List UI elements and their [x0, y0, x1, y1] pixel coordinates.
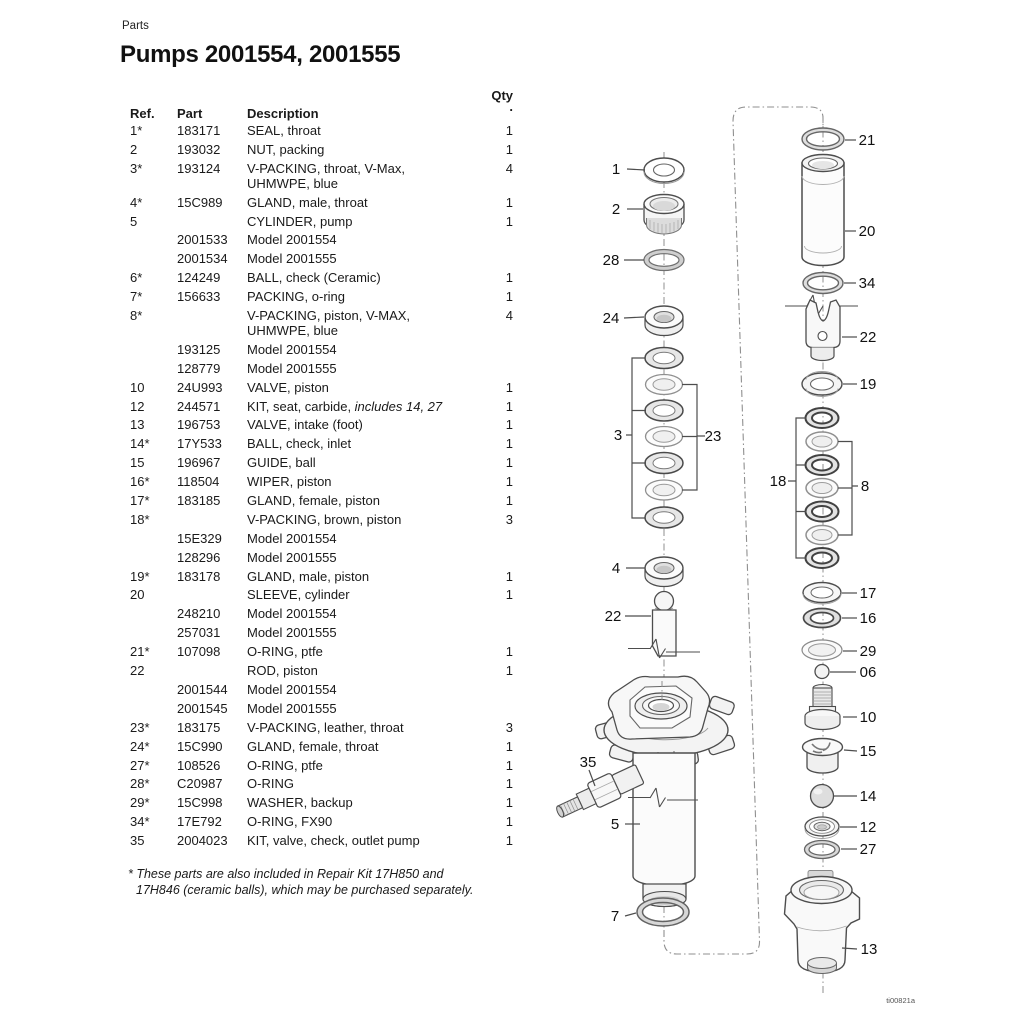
cell-part [177, 663, 247, 678]
cell-qty: 1 [505, 417, 513, 433]
table-row [122, 814, 513, 829]
cell-part: 196753 [177, 417, 221, 433]
cell-ref: 7* [130, 289, 143, 305]
cell-part: 244571 [177, 398, 221, 414]
part-24-throat-gland [645, 306, 683, 336]
header-qty [448, 90, 513, 112]
cell-part: 108526 [177, 757, 221, 773]
cell-part [177, 512, 247, 527]
cell-qty: 1 [505, 436, 513, 452]
cell-qty: 1 [505, 738, 513, 754]
cell-qty: 1 [505, 123, 513, 138]
table-row [122, 436, 513, 451]
cell-qty [482, 682, 513, 697]
cell-ref: 3* [130, 160, 143, 176]
cell-part: 2001544 [177, 681, 228, 697]
cell-description: V-PACKING, brown, piston [247, 511, 402, 527]
cell-ref: 28* [130, 776, 150, 792]
callout-22: 22 [604, 608, 622, 625]
page-eyebrow: Parts [122, 20, 149, 32]
cell-description: BALL, check (Ceramic) [247, 270, 381, 286]
figure-code: ti00821a [886, 996, 915, 1005]
callout-2: 2 [611, 201, 621, 218]
cell-description: WASHER, backup [247, 795, 353, 811]
cell-ref [122, 531, 177, 546]
callout-24: 24 [602, 310, 620, 327]
callout-15: 15 [859, 743, 877, 760]
cell-ref: 6* [130, 270, 143, 286]
cell-part: 15E329 [177, 530, 222, 546]
cell-qty: 1 [505, 795, 513, 811]
cell-description: SEAL, throat [247, 123, 321, 138]
table-row [122, 123, 513, 138]
part-10-piston-valve [805, 685, 840, 730]
cell-part: 118504 [177, 474, 220, 490]
table-row [122, 417, 513, 432]
header-qty-line2: . [509, 99, 513, 114]
cell-qty [482, 606, 513, 621]
cell-part: 248210 [177, 606, 221, 622]
footnote: * These parts are also included in Repair Kit 17H850 and 17H846 (ceramic balls), which may be purchased separately. [128, 867, 474, 897]
table-row [122, 342, 513, 357]
cell-qty: 3 [505, 719, 513, 735]
cell-ref: 4* [130, 194, 143, 210]
cell-part [177, 587, 247, 602]
table-row [122, 550, 513, 565]
center-axis-lines [586, 116, 823, 993]
cell-description: V-PACKING, piston, V-MAX, UHMWPE, blue [247, 308, 411, 339]
cell-description: CYLINDER, pump [247, 213, 353, 229]
cell-ref: 27* [130, 757, 150, 773]
cell-qty: 1 [505, 270, 513, 286]
table-row [122, 833, 513, 848]
part-27-oring [805, 841, 840, 859]
cell-qty: 4 [505, 160, 513, 176]
cell-ref: 18* [130, 511, 150, 527]
table-row [122, 308, 513, 338]
callout-27: 27 [859, 841, 877, 858]
table-row [122, 251, 513, 266]
part-34-oring [803, 273, 843, 294]
cell-qty: 1 [505, 194, 513, 210]
cell-qty: 1 [505, 757, 513, 773]
table-row [122, 195, 513, 210]
cell-part: 124249 [177, 270, 221, 286]
cell-part: 183185 [177, 493, 221, 509]
cell-qty: 1 [505, 213, 513, 229]
table-row [122, 795, 513, 810]
cell-part: 2001545 [177, 700, 228, 716]
cell-part: 24U993 [177, 379, 223, 395]
part-22-piston-rod-top [628, 592, 700, 659]
cell-ref: 5 [130, 213, 138, 229]
cell-part: 17Y533 [177, 436, 222, 452]
table-row [122, 512, 513, 527]
cell-ref [122, 342, 177, 357]
cell-qty: 1 [505, 379, 513, 395]
table-row [122, 531, 513, 546]
cell-description: Model 2001554 [247, 606, 337, 622]
cell-description: Model 2001554 [247, 530, 337, 546]
cell-part: 193125 [177, 341, 221, 357]
table-row [122, 455, 513, 470]
cell-part [177, 308, 247, 338]
cell-part: 193124 [177, 160, 221, 176]
cell-part: 183178 [177, 568, 221, 584]
cell-qty [482, 625, 513, 640]
part-7-oring [637, 898, 689, 926]
callout-35: 35 [579, 754, 597, 771]
cell-description: NUT, packing [247, 141, 325, 157]
cell-description: GLAND, female, throat [247, 738, 379, 754]
cell-ref: 17* [130, 493, 150, 509]
cell-ref [122, 625, 177, 640]
callout-28: 28 [602, 252, 620, 269]
table-row [122, 493, 513, 508]
cell-description: WIPER, piston [247, 474, 332, 490]
cell-ref: 34* [130, 814, 150, 830]
cell-ref: 12 [130, 398, 145, 414]
header-ref: Ref. [130, 106, 155, 121]
page-title: Pumps 2001554, 2001555 [120, 41, 401, 68]
callout-13: 13 [860, 941, 878, 958]
cell-qty: 1 [505, 814, 513, 830]
cell-description: V-PACKING, throat, V-Max, UHMWPE, blue [247, 160, 405, 191]
cell-part: C20987 [177, 776, 223, 792]
cell-part: 2001534 [177, 251, 228, 267]
cell-ref: 15 [130, 455, 145, 471]
cell-part: 193032 [177, 141, 221, 157]
cell-part: 15C990 [177, 738, 223, 754]
table-row [122, 380, 513, 395]
cell-ref [122, 606, 177, 621]
cell-description: VALVE, piston [247, 379, 329, 395]
callout-4: 4 [611, 560, 621, 577]
cell-qty [482, 361, 513, 376]
cell-description: Model 2001555 [247, 549, 337, 565]
cell-part: 128296 [177, 549, 221, 565]
cell-ref: 10 [130, 379, 145, 395]
cell-ref: 24* [130, 738, 150, 754]
cell-ref [122, 701, 177, 716]
callout-8: 8 [860, 478, 870, 495]
part-21-oring [802, 128, 844, 150]
callout-16: 16 [859, 610, 877, 627]
cell-description: Model 2001554 [247, 341, 337, 357]
cell-description: VALVE, intake (foot) [247, 417, 363, 433]
cell-qty: 1 [505, 398, 513, 414]
cell-description: O-RING, ptfe [247, 644, 323, 660]
cell-part: 15C989 [177, 194, 223, 210]
part-1-throat-seal [644, 158, 684, 184]
cell-description: Model 2001555 [247, 700, 337, 716]
cell-description: O-RING, FX90 [247, 814, 333, 830]
exploded-parts-diagram [540, 85, 970, 1020]
table-row [122, 606, 513, 621]
cell-qty [482, 550, 513, 565]
cell-description: GUIDE, ball [247, 455, 316, 471]
cell-ref: 8* [130, 308, 143, 324]
cell-ref [122, 251, 177, 266]
table-row [122, 625, 513, 640]
cell-description: Model 2001554 [247, 681, 337, 697]
cell-qty: 1 [505, 141, 513, 157]
cell-part: 257031 [177, 625, 221, 641]
table-row [122, 361, 513, 376]
cell-ref: 16* [130, 474, 150, 490]
cell-ref [122, 550, 177, 565]
table-row [122, 739, 513, 754]
callout-21: 21 [858, 132, 876, 149]
part-35-outlet-check-valve [552, 762, 646, 825]
part-13-intake-valve [785, 871, 860, 974]
callout-3: 3 [613, 427, 623, 444]
cell-description: SLEEVE, cylinder [247, 587, 350, 603]
cell-ref [122, 682, 177, 697]
part-19-piston-gland-male [802, 372, 842, 397]
cell-description: Model 2001555 [247, 625, 337, 641]
part-06-check-ball [815, 665, 829, 679]
callout-14: 14 [859, 788, 877, 805]
cell-qty: 1 [505, 493, 513, 509]
callout-20: 20 [858, 223, 876, 240]
table-row [122, 663, 513, 678]
part-14-inlet-ball [811, 785, 834, 808]
callout-17: 17 [859, 585, 877, 602]
table-row [122, 758, 513, 773]
cell-description: GLAND, female, piston [247, 493, 380, 509]
cell-ref: 20 [130, 587, 145, 603]
part-20-cylinder-sleeve [802, 155, 844, 266]
callout-19: 19 [859, 376, 877, 393]
cell-qty: 1 [505, 474, 513, 490]
cell-part: 156633 [177, 289, 221, 305]
table-row [122, 701, 513, 716]
cell-description: Model 2001555 [247, 251, 337, 267]
cell-ref [122, 232, 177, 247]
cell-qty: 1 [505, 776, 513, 792]
callout-12: 12 [859, 819, 877, 836]
cell-part [177, 214, 247, 229]
callout-06: 06 [859, 664, 877, 681]
cell-description: GLAND, male, piston [247, 568, 370, 584]
table-row [122, 474, 513, 489]
cell-description: Model 2001554 [247, 232, 337, 248]
cell-qty: 1 [505, 587, 513, 603]
part-2-packing-nut [644, 195, 684, 235]
cell-part: 2004023 [177, 833, 228, 849]
cell-description: Model 2001555 [247, 360, 337, 376]
callout-34: 34 [858, 275, 876, 292]
table-row [122, 776, 513, 791]
part-4-throat-gland-male [645, 557, 683, 587]
part-12-carbide-seat [805, 817, 839, 839]
callout-1: 1 [611, 161, 621, 178]
cell-part: 2001533 [177, 232, 228, 248]
cell-description: GLAND, male, throat [247, 194, 368, 210]
header-description: Description [247, 106, 319, 121]
table-row [122, 587, 513, 602]
piston-vpacking-stack [806, 408, 839, 568]
cell-qty [482, 251, 513, 266]
table-row [122, 270, 513, 285]
cell-qty [482, 232, 513, 247]
table-row [122, 214, 513, 229]
cell-description: KIT, valve, check, outlet pump [247, 833, 420, 849]
table-row [122, 142, 513, 157]
cell-description: ROD, piston [247, 663, 318, 679]
cell-ref: 29* [130, 795, 150, 811]
table-row [122, 720, 513, 735]
cell-qty: 3 [505, 511, 513, 527]
table-row [122, 232, 513, 247]
part-15-ball-guide [803, 739, 843, 774]
cell-description: BALL, check, inlet [247, 436, 352, 452]
cell-qty [482, 531, 513, 546]
cell-ref: 23* [130, 719, 150, 735]
cell-description: V-PACKING, leather, throat [247, 719, 404, 735]
cell-qty: 4 [505, 308, 513, 324]
cell-qty [482, 342, 513, 357]
cell-part: 15C998 [177, 795, 223, 811]
cell-part: 17E792 [177, 814, 222, 830]
cell-ref: 1* [130, 123, 143, 138]
callout-10: 10 [859, 709, 877, 726]
cell-qty: 1 [505, 663, 513, 679]
cell-qty: 1 [505, 455, 513, 471]
cell-ref: 21* [130, 644, 150, 660]
part-17-piston-gland-female [803, 583, 841, 605]
cell-ref: 19* [130, 568, 150, 584]
table-row [122, 682, 513, 697]
cell-qty: 1 [505, 833, 513, 849]
header-part: Part [177, 106, 203, 121]
table-row [122, 569, 513, 584]
table-row [122, 289, 513, 304]
cell-description: O-RING [247, 776, 294, 792]
callout-29: 29 [859, 643, 877, 660]
callout-5: 5 [610, 816, 620, 833]
callout-18: 18 [769, 473, 787, 490]
table-row [122, 399, 513, 414]
cell-qty [482, 701, 513, 716]
callout-7: 7 [610, 908, 620, 925]
cell-part: 196967 [177, 455, 221, 471]
cell-description: KIT, seat, carbide, includes 14, 27 [247, 398, 443, 414]
callout-22: 22 [859, 329, 877, 346]
table-row [122, 161, 513, 191]
cell-ref: 22 [130, 663, 145, 679]
cell-part: 107098 [177, 644, 221, 660]
cell-description: O-RING, ptfe [247, 757, 323, 773]
cell-qty: 1 [505, 644, 513, 660]
cell-qty: 1 [505, 568, 513, 584]
header-qty-line1: Qty [491, 88, 513, 103]
cell-part: 183171 [177, 123, 221, 138]
cell-part: 128779 [177, 360, 221, 376]
cell-description: PACKING, o-ring [247, 289, 346, 305]
cell-ref: 35 [130, 833, 145, 849]
callout-23: 23 [704, 428, 722, 445]
cell-part: 183175 [177, 719, 221, 735]
cell-ref [122, 361, 177, 376]
part-16-piston-wiper [804, 609, 841, 628]
part-29-backup-washer [802, 640, 842, 660]
parts-table-rows [122, 123, 513, 852]
part-22-piston-rod-bottom [785, 295, 858, 361]
cell-ref: 14* [130, 436, 150, 452]
cell-qty: 1 [505, 289, 513, 305]
table-row [122, 644, 513, 659]
cell-ref: 2 [130, 141, 138, 157]
cell-ref: 13 [130, 417, 145, 433]
